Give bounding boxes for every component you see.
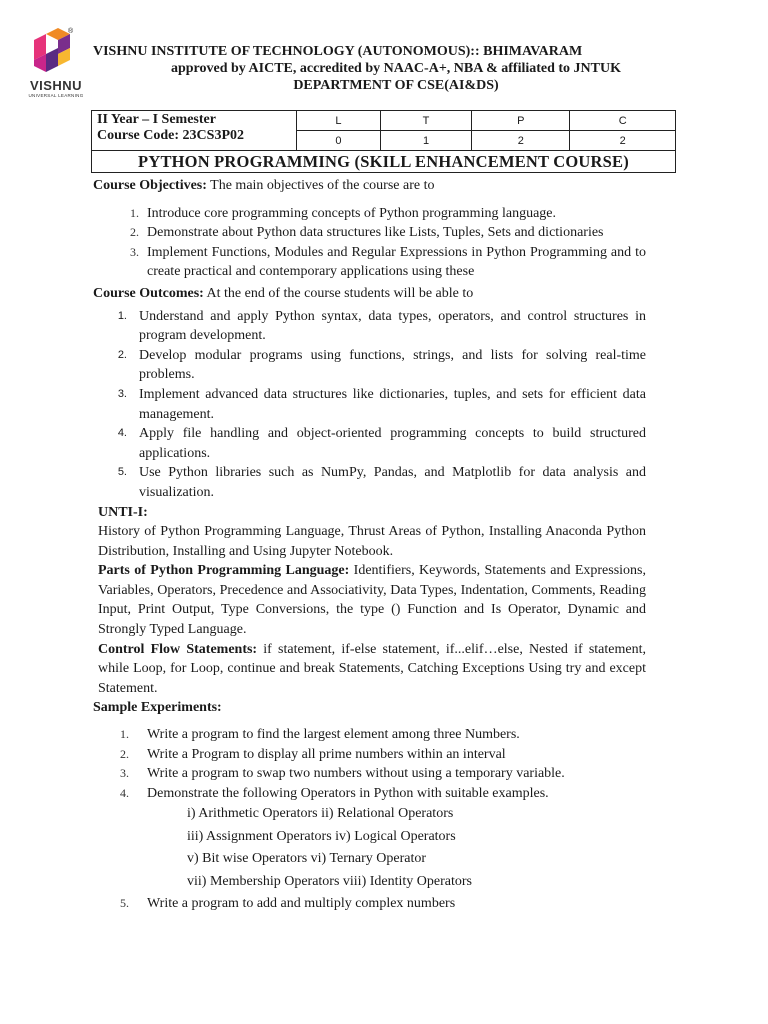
value-c: 2: [570, 131, 676, 151]
list-number: 5.: [120, 896, 129, 911]
outcomes-label: Course Outcomes:: [93, 285, 204, 301]
list-item: [93, 307, 646, 346]
list-number: 5.: [117, 466, 127, 479]
unit-heading-text: UNTI-I:: [98, 504, 148, 520]
list-item: [93, 243, 646, 282]
list-item: [93, 764, 646, 784]
outcomes-list: [93, 307, 646, 503]
operator-line: i) Arithmetic Operators ii) Relational Operators: [187, 806, 454, 822]
list-item: [93, 204, 646, 224]
list-number: 3.: [117, 387, 127, 400]
list-text: Apply file handling and object-oriented programming concepts to build structured applications.: [139, 426, 646, 461]
list-text: Write a program to find the largest element among three Numbers.: [147, 727, 520, 743]
control-flow-label: Control Flow Statements:: [98, 641, 258, 657]
operator-line: iii) Assignment Operators iv) Logical Operators: [187, 828, 456, 844]
operators-sublist: [93, 803, 646, 893]
list-text: Implement Functions, Modules and Regular Expressions in Python Programming and to create practical and contemporary applications using these: [147, 244, 646, 280]
list-text: Write a program to add and multiply complex numbers: [147, 896, 456, 912]
list-text: Understand and apply Python syntax, data types, operators, and control structures in program development.: [139, 308, 646, 344]
department-name: DEPARTMENT OF CSE(AI&DS): [293, 78, 499, 93]
course-code: Course Code: 23CS3P02: [97, 128, 244, 143]
list-item: [93, 463, 646, 502]
list-text: Implement advanced data structures like dictionaries, tuples, and sets for efficient data management.: [139, 386, 646, 422]
list-item: [93, 745, 646, 765]
objectives-list: [93, 204, 646, 282]
logo-wordmark: VISHNU: [29, 78, 83, 93]
control-flow-text: if statement, if-else statement, if...elif…else, Nested if statement, while Loop, for Loop, continue and break Statements, Catching Exceptions Using try and except Statement.: [98, 641, 646, 696]
operator-line: v) Bit wise Operators vi) Ternary Operator: [187, 851, 427, 867]
list-text: Demonstrate the following Operators in Python with suitable examples.: [147, 785, 549, 801]
list-number: 2.: [117, 348, 127, 361]
header-c: C: [570, 111, 676, 131]
list-item: [93, 223, 646, 243]
outcomes-intro-text: At the end of the course students will be able to: [203, 285, 474, 301]
header-p: P: [472, 111, 570, 131]
list-text: Use Python libraries such as NumPy, Pandas, and Matplotlib for data analysis and visualization.: [139, 465, 646, 500]
institute-name: VISHNU INSTITUTE OF TECHNOLOGY (AUTONOMOUS):: BHIMAVARAM: [93, 44, 583, 59]
list-item: [93, 424, 646, 463]
unit-1-section: [93, 503, 646, 699]
list-number: 3.: [120, 766, 129, 781]
course-title: PYTHON PROGRAMMING (SKILL ENHANCEMENT COURSE): [92, 151, 676, 173]
experiments-list: [93, 725, 646, 803]
value-t: 1: [380, 131, 471, 151]
list-number: 3.: [130, 244, 139, 259]
list-item: [93, 725, 646, 745]
institute-header: [86, 43, 706, 94]
list-number: 2.: [130, 225, 139, 240]
institute-accreditation: approved by AICTE, accredited by NAAC-A+, NBA & affiliated to JNTUK: [170, 61, 622, 76]
vishnu-emblem-icon: [24, 26, 88, 76]
outcomes-intro: [93, 284, 646, 304]
registered-mark: ®: [68, 28, 74, 35]
list-number: 2.: [120, 746, 129, 761]
list-number: 1.: [117, 309, 127, 322]
vishnu-logo: [24, 26, 88, 102]
experiments-heading: [93, 698, 646, 718]
list-number: 4.: [117, 427, 127, 440]
objectives-intro-text: The main objectives of the course are to: [206, 178, 435, 193]
syllabus-content: [93, 176, 646, 914]
year-semester: II Year – I Semester: [97, 112, 216, 127]
parts-label: Parts of Python Programming Language:: [98, 563, 350, 579]
header-l: L: [297, 111, 381, 131]
year-semester-cell: [92, 111, 297, 151]
objectives-intro: [93, 176, 646, 196]
list-item: [93, 784, 646, 804]
unit-1-intro: History of Python Programming Language, Thrust Areas of Python, Installing Anaconda Python Distribution, Installing and Using Jupyter Notebook.: [98, 524, 646, 559]
experiments-heading-text: Sample Experiments:: [93, 700, 222, 716]
list-number: 1.: [130, 205, 139, 220]
value-p: 2: [472, 131, 570, 151]
course-info-table: [91, 110, 676, 173]
list-text: Introduce core programming concepts of Python programming language.: [147, 205, 556, 221]
objectives-label: Course Objectives:: [93, 178, 207, 193]
list-text: Write a program to swap two numbers without using a temporary variable.: [147, 766, 565, 782]
list-item: [93, 894, 646, 914]
list-item: [93, 346, 646, 385]
experiments-list-continued: [93, 894, 646, 914]
list-number: 1.: [120, 727, 129, 742]
value-l: 0: [297, 131, 381, 151]
list-item: [93, 385, 646, 424]
operator-line: vii) Membership Operators viii) Identity Operators: [187, 873, 472, 889]
unit-1-heading: [98, 503, 646, 523]
list-number: 4.: [120, 785, 129, 800]
header-t: T: [380, 111, 471, 131]
list-text: Develop modular programs using functions, strings, and lists for solving real-time problems.: [139, 347, 646, 383]
unit-1-parts: [98, 561, 646, 639]
list-text: Demonstrate about Python data structures like Lists, Tuples, Sets and dictionaries: [147, 225, 604, 241]
list-text: Write a Program to display all prime numbers within an interval: [147, 746, 506, 762]
parts-text: Identifiers, Keywords, Statements and Expressions, Variables, Operators, Precedence and Associativity, Data Types, Indentation, Comments, Reading Input, Print Output, Type Conversions, the type () Function and Is Operator, Dynamic and Strongly Typed Language.: [98, 563, 646, 638]
unit-1-control-flow: [98, 640, 646, 699]
logo-tagline: UNIVERSAL LEARNING: [28, 93, 84, 98]
